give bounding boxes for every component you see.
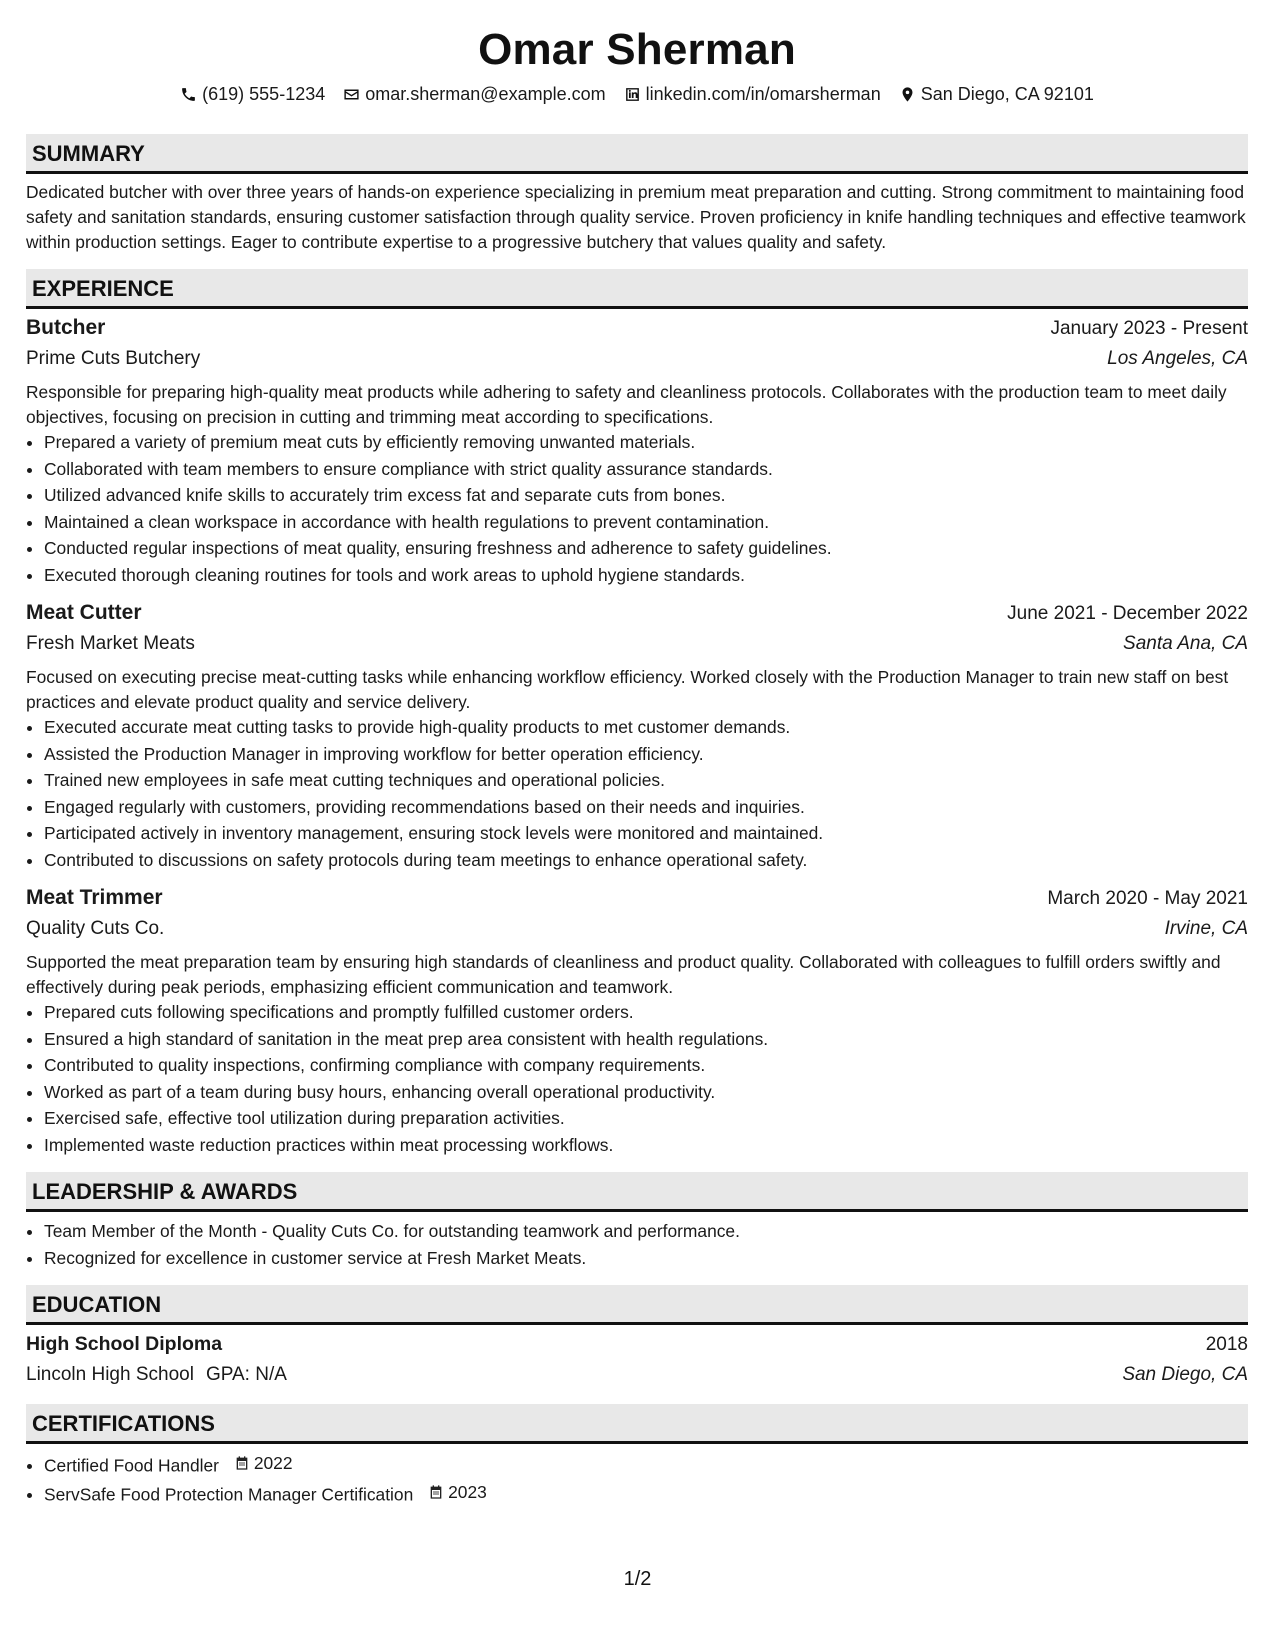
leadership-list (26, 1218, 1248, 1271)
job-title: Meat Trimmer (26, 886, 163, 909)
phone-text: (619) 555-1234 (202, 84, 326, 104)
job-entry (26, 598, 1248, 873)
graduation-year: 2018 (1205, 1334, 1248, 1355)
list-item: • Implemented waste reduction practices within meat processing workflows. (44, 1132, 1248, 1159)
job-bullets (26, 714, 1248, 873)
school-location: San Diego, CA (1122, 1364, 1248, 1385)
list-item: • Ensured a high standard of sanitation in the meat prep area consistent with health regulations. (44, 1026, 1248, 1053)
job-bullets (26, 999, 1248, 1158)
email-text: omar.sherman@example.com (365, 84, 606, 104)
linkedin-text: linkedin.com/in/omarsherman (645, 84, 881, 104)
job-entry (26, 883, 1248, 1158)
list-item (44, 1450, 1248, 1479)
list-item: • Team Member of the Month - Quality Cuts Co. for outstanding teamwork and performance. (44, 1218, 1248, 1245)
list-item: • Trained new employees in safe meat cutting techniques and operational policies. (44, 767, 1248, 794)
list-item: • Assisted the Production Manager in improving workflow for better operation efficiency. (44, 741, 1248, 768)
section-heading-certifications: CERTIFICATIONS (26, 1404, 1248, 1444)
certifications-list (26, 1450, 1248, 1508)
summary-text: Dedicated butcher with over three years of hands-on experience specializing in premium meat preparation and cutting. Strong commitment to maintaining food safety and sanitation standards, ensuring customer satisfaction through quality service. Proven proficiency in knife handling techniques and effective teamwork within production settings. Eager to contribute expertise to a progressive butchery that values quality and safety. (26, 182, 1246, 252)
gpa-text: GPA: N/A (205, 1364, 287, 1385)
contact-phone (180, 82, 325, 106)
degree-title: High School Diploma (26, 1333, 223, 1355)
list-item (44, 1479, 1248, 1508)
list-item: • Engaged regularly with customers, providing recommendations based on their needs and inquiries. (44, 794, 1248, 821)
list-item: • Prepared cuts following specifications and promptly fulfilled customer orders. (44, 999, 1248, 1026)
certification-year: 2023 (448, 1481, 487, 1502)
job-company: Quality Cuts Co. (26, 918, 165, 939)
job-location: Los Angeles, CA (1107, 348, 1248, 369)
list-item: • Recognized for excellence in customer service at Fresh Market Meats. (44, 1245, 1248, 1272)
job-dates: March 2020 - May 2021 (1047, 888, 1248, 909)
job-location: Irvine, CA (1164, 918, 1248, 939)
list-item: • Maintained a clean workspace in accordance with health regulations to prevent contamination. (44, 509, 1248, 536)
certification-year: 2022 (253, 1453, 293, 1473)
education-entry (26, 1329, 1248, 1390)
contact-location (899, 82, 1094, 106)
job-title: Butcher (26, 316, 106, 339)
job-description: Responsible for preparing high-quality meat products while adhering to safety and cleanliness protocols. Collaborates with the production team to meet daily objectives, focusing on precision in cutting and trimming meat according to specifications. (26, 382, 1227, 427)
resume-page (26, 0, 1248, 1508)
list-item: • Contributed to discussions on safety protocols during team meetings to enhance operational safety. (44, 847, 1248, 874)
job-description: Focused on executing precise meat-cutting tasks while enhancing workflow efficiency. Worked closely with the Production Manager to train new staff on best practices and elevate product quality and service delivery. (26, 667, 1229, 712)
contact-email[interactable] (343, 82, 605, 106)
list-item: • Worked as part of a team during busy hours, enhancing overall operational productivity. (44, 1079, 1248, 1106)
list-item: • Executed accurate meat cutting tasks to provide high-quality products to met customer demands. (44, 714, 1248, 741)
candidate-name: Omar Sherman (478, 25, 796, 74)
contact-bar (26, 82, 1248, 106)
section-heading-leadership: LEADERSHIP & AWARDS (26, 1172, 1248, 1212)
map-pin-icon (899, 86, 916, 103)
linkedin-icon (624, 86, 641, 103)
list-item: • Utilized advanced knife skills to accurately trim excess fat and separate cuts from bones. (44, 482, 1248, 509)
list-item: • Executed thorough cleaning routines for tools and work areas to uphold hygiene standards. (44, 562, 1248, 589)
list-item: • Exercised safe, effective tool utilization during preparation activities. (44, 1105, 1248, 1132)
list-item: • Prepared a variety of premium meat cuts by efficiently removing unwanted materials. (44, 429, 1248, 456)
job-dates: January 2023 - Present (1050, 318, 1248, 339)
job-dates: June 2021 - December 2022 (1007, 603, 1248, 624)
contact-linkedin[interactable] (624, 82, 881, 106)
certification-name: ServSafe Food Protection Manager Certification (44, 1484, 414, 1504)
section-heading-experience: EXPERIENCE (26, 269, 1248, 309)
job-company: Fresh Market Meats (26, 633, 195, 654)
job-location: Santa Ana, CA (1123, 633, 1248, 654)
job-title: Meat Cutter (26, 601, 142, 624)
certification-name: Certified Food Handler (44, 1455, 219, 1476)
envelope-icon (343, 86, 360, 103)
section-heading-education: EDUCATION (26, 1285, 1248, 1325)
page-indicator: 1/2 (623, 1568, 652, 1590)
list-item: • Contributed to quality inspections, confirming compliance with company requirements. (44, 1052, 1248, 1079)
phone-icon (180, 86, 197, 103)
job-description: Supported the meat preparation team by ensuring high standards of cleanliness and product quality. Collaborated with colleagues to fulfill orders swiftly and effectively during peak periods, emphasizing efficient communication and teamwork. (26, 952, 1221, 997)
job-entry (26, 313, 1248, 588)
job-bullets (26, 429, 1248, 588)
list-item: • Collaborated with team members to ensure compliance with strict quality assurance standards. (44, 456, 1248, 483)
location-text: San Diego, CA 92101 (920, 84, 1094, 104)
calendar-icon (428, 1484, 444, 1500)
list-item: • Participated actively in inventory management, ensuring stock levels were monitored and maintained. (44, 820, 1248, 847)
school-name: Lincoln High School (26, 1364, 194, 1385)
list-item: • Conducted regular inspections of meat quality, ensuring freshness and adherence to safety guidelines. (44, 535, 1248, 562)
job-company: Prime Cuts Butchery (26, 348, 201, 369)
section-heading-summary: SUMMARY (26, 134, 1248, 174)
calendar-icon (234, 1455, 250, 1471)
